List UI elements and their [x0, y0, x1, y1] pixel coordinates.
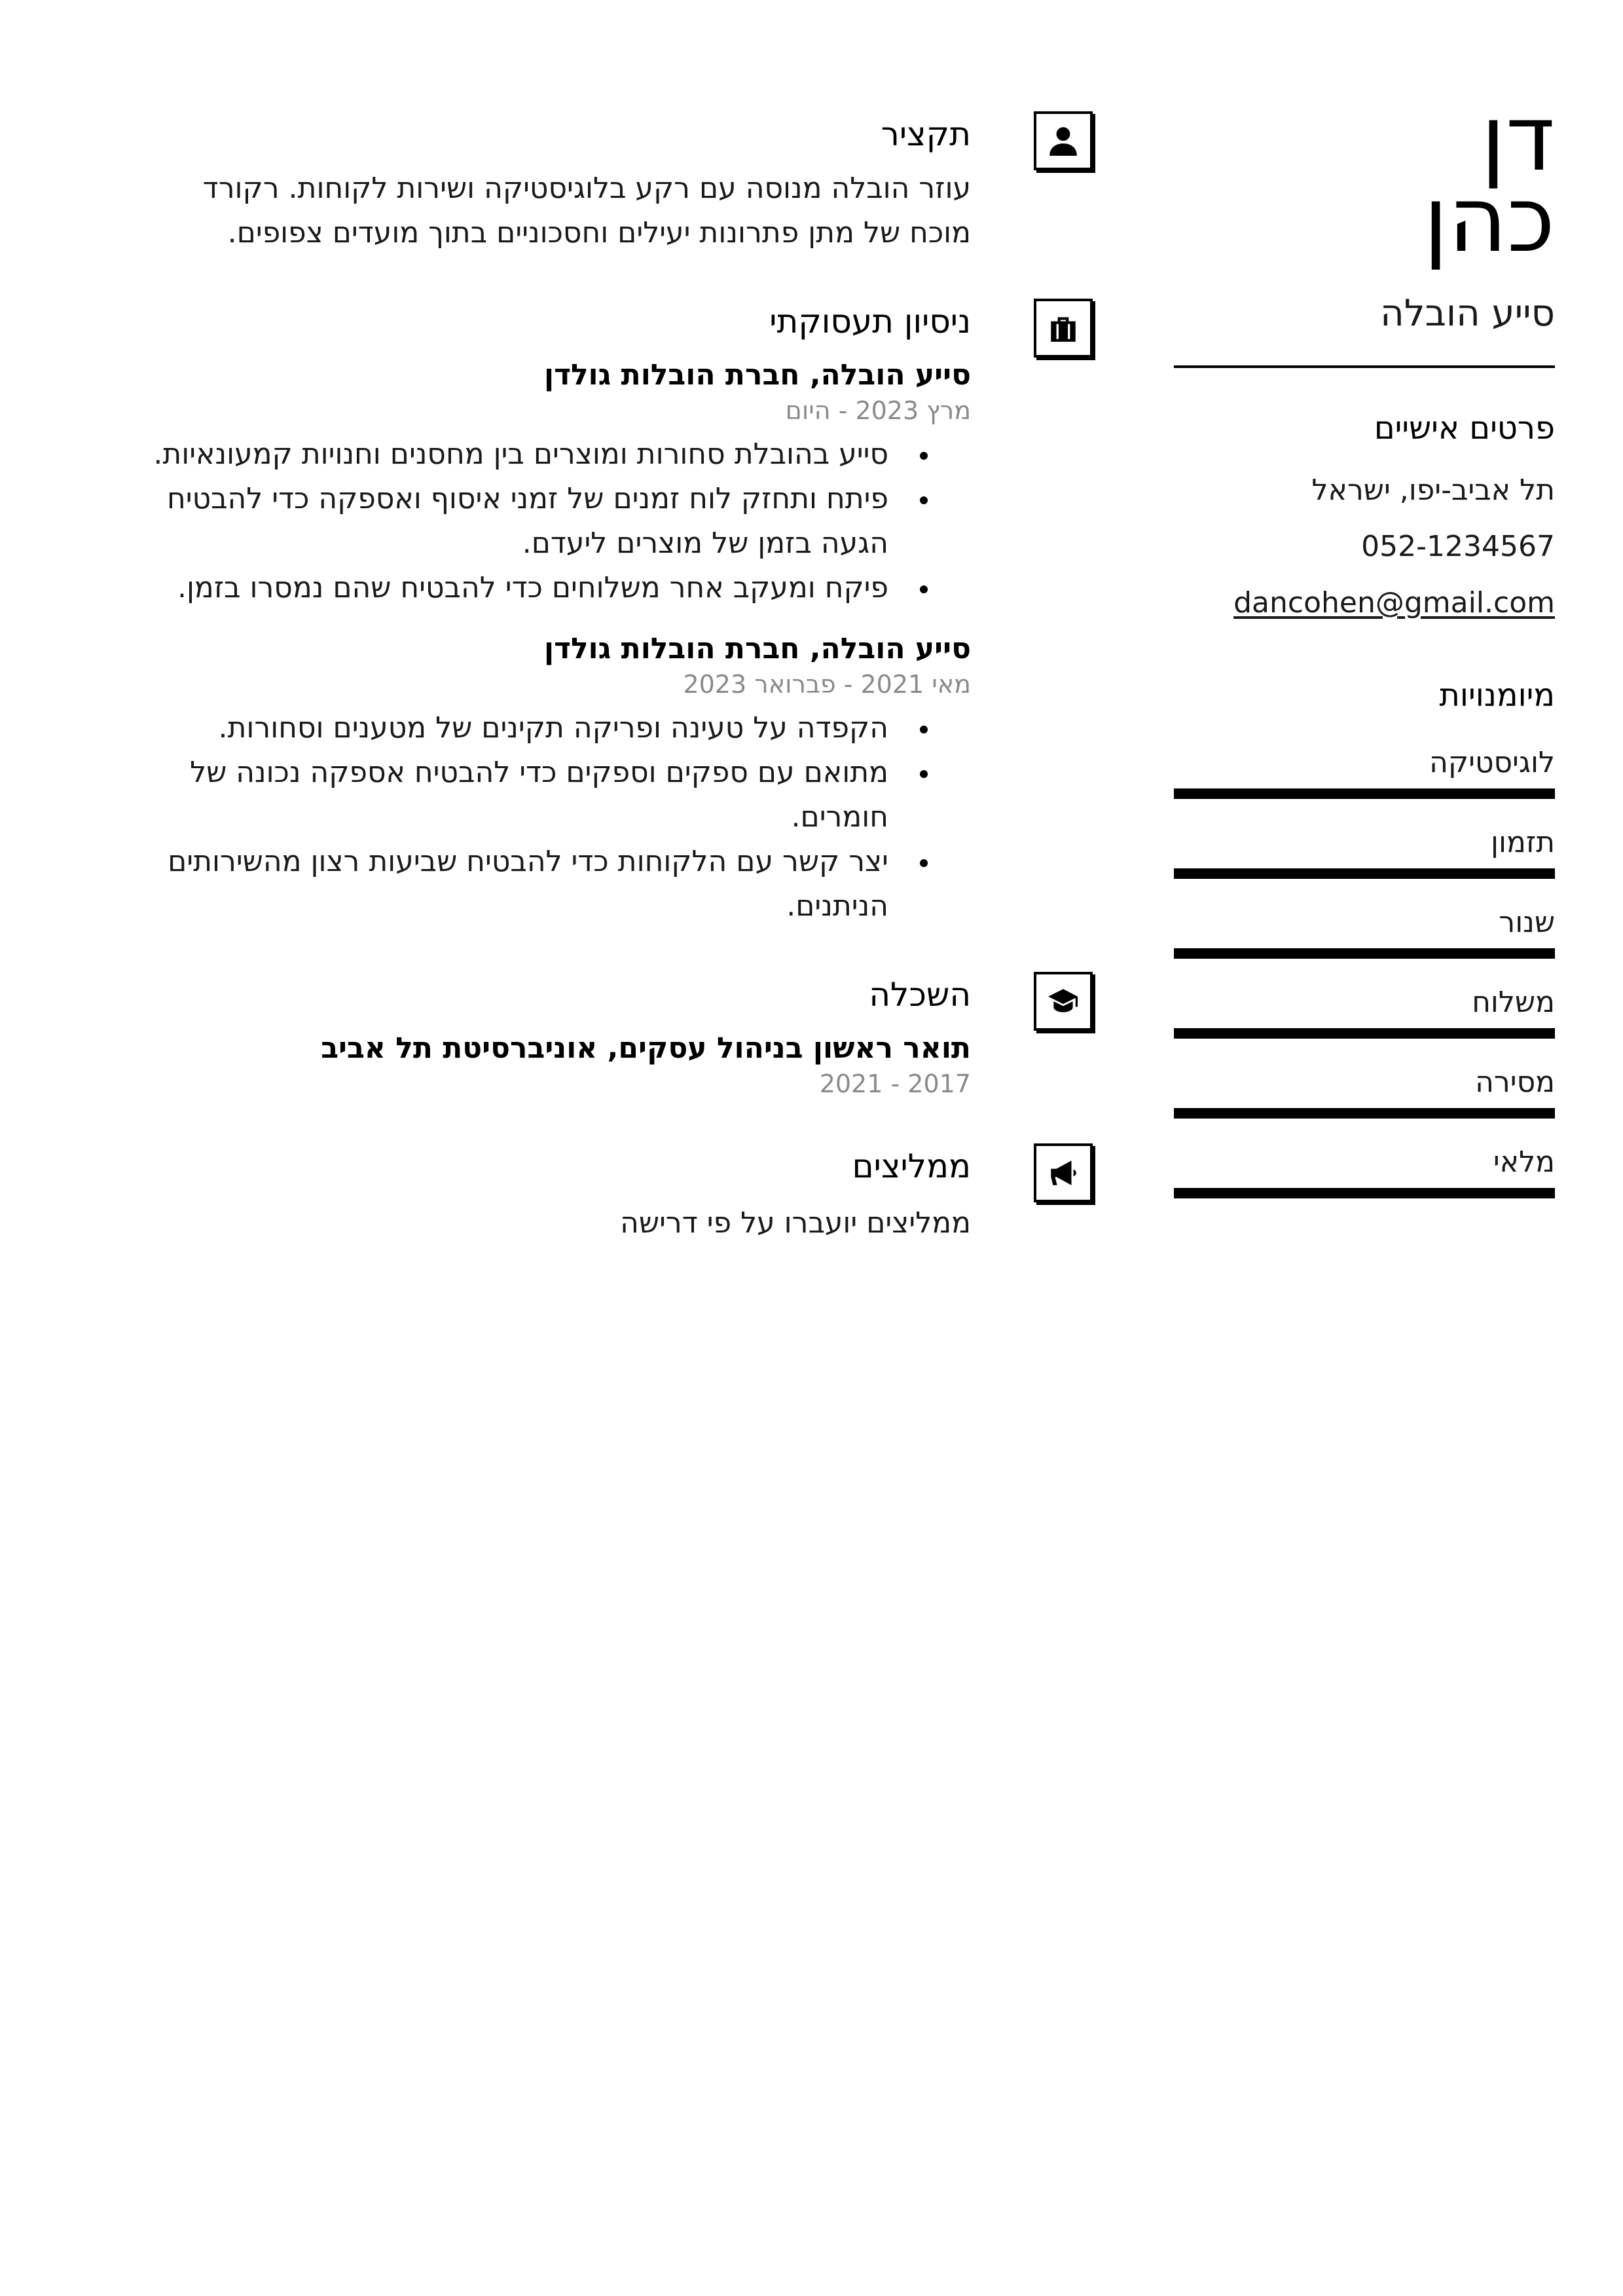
- references-text: ממליצים יועברו על פי דרישה: [620, 1206, 971, 1240]
- experience-section: [153, 299, 971, 929]
- candidate-name: [1174, 86, 1555, 272]
- summary-text: עוזר הובלה מנוסה עם רקע בלוגיסטיקה ושירות לקוחות. רקורד מוכח של מתן פתרונות יעילים וחסכוניים בתוך מועדים צפופים.: [202, 172, 971, 250]
- job-title: סייע הובלה, חברת הובלות גולדן: [543, 632, 971, 665]
- skill-level-fill: [1174, 868, 1555, 879]
- skill-level-fill: [1174, 948, 1555, 959]
- skills-list: [1174, 745, 1555, 1198]
- skill-label: מסירה: [1475, 1065, 1555, 1099]
- skill-label: תזמון: [1490, 826, 1555, 859]
- job-dates: מאי 2021 - פברואר 2023: [683, 670, 971, 699]
- sidebar: [1174, 86, 1555, 1198]
- job-bullet: פיקח ומעקב אחר משלוחים כדי להבטיח שהם נמסרו בזמן.: [153, 566, 888, 610]
- skill-level-fill: [1174, 1188, 1555, 1198]
- job-bullet: סייע בהובלת סחורות ומוצרים בין מחסנים וחנויות קמעונאיות.: [153, 432, 888, 477]
- education-section: [153, 972, 971, 1100]
- skills-heading: מיומנויות: [1439, 677, 1555, 714]
- email-link[interactable]: dancohen@gmail.com: [1233, 586, 1555, 620]
- education-heading: השכלה: [869, 976, 971, 1014]
- graduation-cap-icon: [1034, 972, 1093, 1031]
- references-heading: ממליצים: [852, 1147, 971, 1185]
- job-entry: [153, 356, 971, 610]
- job-title: סייע הובלה: [1380, 292, 1555, 335]
- experience-heading: ניסיון תעסוקתי: [769, 303, 971, 341]
- personal-details-heading: פרטים אישיים: [1374, 410, 1555, 447]
- skill-level-fill: [1174, 1108, 1555, 1119]
- job-bullets: [153, 432, 971, 610]
- main-content: [153, 111, 971, 1246]
- degree-title: תואר ראשון בניהול עסקים, אוניברסיטת תל אביב: [321, 1031, 971, 1065]
- email: [1174, 585, 1555, 621]
- skill-level-bar: [1174, 1028, 1555, 1039]
- job-bullet: הקפדה על טעינה ופריקה תקינים של מטענים וסחורות.: [153, 706, 888, 750]
- job-bullet: פיתח ותחזק לוח זמנים של זמני איסוף ואספקה כדי להבטיח הגעה בזמן של מוצרים ליעדם.: [153, 477, 888, 566]
- skill-label: משלוח: [1472, 986, 1555, 1019]
- references-section: [153, 1143, 971, 1246]
- skill-level-bar: [1174, 868, 1555, 879]
- skill-level-bar: [1174, 1108, 1555, 1119]
- jobs-list: [153, 356, 971, 929]
- skill-label: שנור: [1499, 906, 1555, 939]
- skill-level-bar: [1174, 1188, 1555, 1198]
- briefcase-icon: [1034, 299, 1093, 358]
- education-dates: 2017 - 2021: [819, 1069, 971, 1098]
- skill-level-bar: [1174, 788, 1555, 799]
- phone-number-text: 052-1234567: [1361, 530, 1555, 563]
- job-entry: [153, 630, 971, 929]
- megaphone-icon: [1034, 1143, 1093, 1202]
- first-name: דן: [1481, 86, 1555, 191]
- last-name: כהן: [1423, 167, 1555, 272]
- summary-heading: תקציר: [881, 115, 971, 153]
- job-bullet: מתואם עם ספקים וספקים כדי להבטיח אספקה נכונה של חומרים.: [153, 750, 888, 840]
- skill-level-fill: [1174, 1028, 1555, 1039]
- skill-label: לוגיסטיקה: [1429, 746, 1555, 779]
- location: תל אביב-יפו, ישראל: [1311, 473, 1555, 507]
- job-bullet: יצר קשר עם הלקוחות כדי להבטיח שביעות רצון מהשירותים הניתנים.: [153, 840, 888, 929]
- phone-number: [1174, 529, 1555, 565]
- summary-section: [153, 111, 971, 255]
- skill-level-bar: [1174, 948, 1555, 959]
- job-title: סייע הובלה, חברת הובלות גולדן: [543, 358, 971, 392]
- skill-label: מלאי: [1493, 1145, 1555, 1179]
- person-icon: [1034, 111, 1093, 170]
- sidebar-divider: [1174, 365, 1555, 368]
- job-dates: מרץ 2023 - היום: [785, 396, 971, 425]
- skill-level-fill: [1174, 788, 1555, 799]
- job-bullets: [153, 706, 971, 929]
